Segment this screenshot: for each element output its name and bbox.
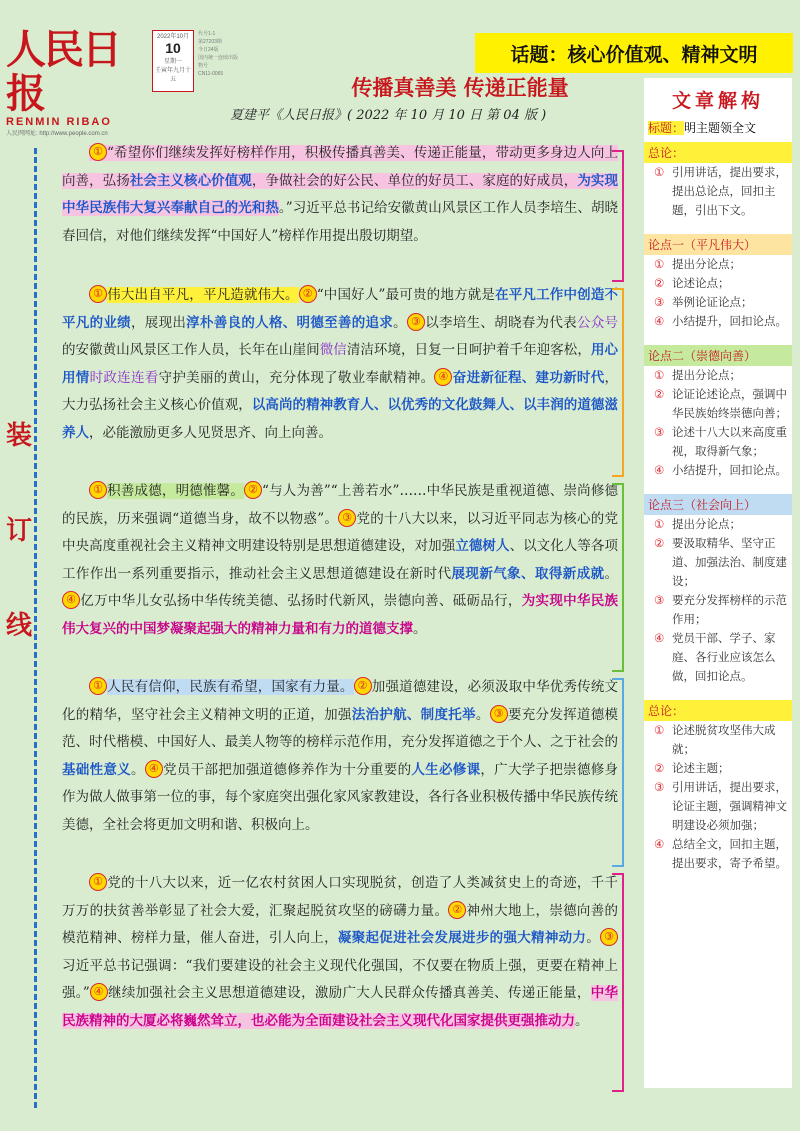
text-span: 以李培生、胡晓春为代表 <box>424 314 577 331</box>
item-text: 引用讲话，提出要求，提出总论点，回扣主题，引出下文。 <box>672 165 787 217</box>
text-span: 的安徽黄山风景区工作人员，长年在山崖间 <box>62 342 320 358</box>
item-text: 论证论述论点，强调中华民族始终崇德向善； <box>672 387 787 420</box>
date-box <box>152 30 194 92</box>
marker-number: ① <box>89 481 107 499</box>
watermark-text: 时政连连看 <box>89 369 159 386</box>
item-number: ① <box>654 257 665 271</box>
item-text: 引用讲话，提出要求，论证主题，强调精神文明建设必须加强； <box>672 780 787 832</box>
newspaper-masthead <box>6 26 136 137</box>
key-phrase: 展现新气象、取得新成就 <box>451 565 605 582</box>
paragraph-1 <box>62 140 618 280</box>
section-head: 论点二（崇德向善） <box>644 345 792 366</box>
masthead-subtitle: RENMIN RIBAO <box>6 116 112 128</box>
section-item <box>648 515 788 534</box>
section-item <box>648 721 788 759</box>
item-number: ① <box>654 723 665 737</box>
item-number: ② <box>654 276 665 290</box>
text-span: ，必能激励更多人见贤思齐、向上向善。 <box>89 424 332 441</box>
marker-number: ① <box>89 285 107 303</box>
key-phrase: 凝聚起促进社会发展进步的强大精神动力 <box>337 930 587 946</box>
section-item <box>648 293 788 312</box>
item-number: ② <box>654 387 665 401</box>
masthead-site: 人民网网址: http://www.people.com.cn <box>6 131 108 137</box>
item-number: ③ <box>654 780 665 794</box>
key-phrase: 人生必修课 <box>411 761 481 778</box>
item-number: ② <box>654 536 665 550</box>
item-text: 总结全文，回扣主题，提出要求，寄予希望。 <box>672 837 787 870</box>
binding-char: 装 <box>6 421 33 451</box>
structure-sidebar <box>644 78 792 1088</box>
issue-info <box>198 30 242 90</box>
item-text: 提出分论点； <box>672 257 741 271</box>
issue-info-line: 第27203期 <box>198 39 222 45</box>
text-span: 、以文化人等各项工作作出一系列重要指示，推动社会主义思想道德建设在新时代 <box>62 538 618 582</box>
item-text: 论述论点； <box>672 276 730 290</box>
paragraph-2 <box>62 282 618 476</box>
issue-info-line: 国内统一连续出版物号 <box>198 55 239 69</box>
marker-number: ④ <box>62 591 80 609</box>
key-phrase: 立德树人 <box>455 538 510 554</box>
item-text: 小结提升，回扣论点。 <box>672 314 787 328</box>
paragraph-5 <box>62 870 618 1035</box>
section-head: 论点一（平凡伟大） <box>644 234 792 255</box>
marker-number: ② <box>354 677 372 695</box>
binding-char: 订 <box>6 516 33 546</box>
text-span: 习近平总书记强调：“我们要建设的社会主义现代化强国，不仅要在物质上强，更要在精神上强。” <box>62 957 618 1001</box>
marker-number: ② <box>244 481 262 499</box>
key-phrase: 在平凡工作中创造不平凡的业绩 <box>62 287 619 331</box>
text-span: “中国好人”最可贵的地方就是 <box>316 287 496 303</box>
masthead-title: 人民日报 <box>6 26 120 117</box>
section-item <box>648 312 788 331</box>
marker-number: ② <box>299 285 317 303</box>
bracket-pink <box>612 150 624 282</box>
item-text: 论述主题； <box>672 761 730 775</box>
item-text: 举例论证论点； <box>672 295 753 309</box>
marker-number: ④ <box>434 368 452 386</box>
marker-number: ① <box>89 143 107 161</box>
key-phrase: 淳朴善良的人格、明德至善的追求 <box>186 314 394 331</box>
marker-number: ④ <box>145 760 163 778</box>
text-span: ，大力弘扬社会主义核心价值观， <box>62 369 619 413</box>
sidebar-title-row <box>648 119 788 136</box>
item-number: ③ <box>654 425 665 439</box>
section-item <box>648 366 788 385</box>
item-number: ④ <box>654 463 665 477</box>
binding-char: 线 <box>6 611 33 641</box>
sidebar-label: 标题： <box>648 121 685 135</box>
text-span: 。 <box>130 761 145 778</box>
item-number: ④ <box>654 314 665 328</box>
section-item <box>648 591 788 629</box>
date-year: 2022年10月 <box>156 34 190 40</box>
key-phrase: 中华民族精神的大厦必将巍然耸立，也必能为全面建设社会主义现代化国家提供更强推动力 <box>62 985 619 1029</box>
paragraph-4 <box>62 674 618 868</box>
marker-number: ③ <box>338 509 356 527</box>
binding-dashed-line <box>34 148 37 1108</box>
section-item <box>648 255 788 274</box>
text-span: 党的十八大以来，近一亿农村贫困人口实现脱贫，创造了人类减贫史上的奇迹，千千万万的扶贫善举彰显了社会大爱，汇聚起脱贫攻坚的磅礴力量。 <box>62 875 618 919</box>
item-text: 党员干部、学子、家庭、各行业应该怎么做，回扣论点。 <box>672 631 776 683</box>
section-head: 总论： <box>644 142 792 163</box>
item-text: 提出分论点； <box>672 368 741 382</box>
bracket-pink-2 <box>612 873 624 1092</box>
item-number: ③ <box>654 295 665 309</box>
key-phrase: 奋进新征程、建功新时代 <box>452 369 605 386</box>
text-span: ，争做社会的好公民、单位的好员工、家庭的好成员， <box>251 172 578 189</box>
section-item <box>648 759 788 778</box>
section-item <box>648 274 788 293</box>
section-item <box>648 835 788 873</box>
bracket-orange <box>612 288 624 477</box>
text-span: ，广大学子把崇德修身作为做人做事第一位的事，每个家庭突出强化家风家教建设，各行各业积极传播中华民族传统美德，全社会将更加文明和谐、积极向上。 <box>62 761 619 833</box>
text-span: 继续加强社会主义思想道德建设，激励广大人民群众传播真善美、传递正能量， <box>107 985 591 1001</box>
key-phrase: 为实现中华民族伟大复兴的中国梦凝聚起强大的精神力量和有力的道德支撑 <box>62 593 619 637</box>
text-span: 党员干部把加强道德修养作为十分重要的 <box>162 761 412 778</box>
issue-info-line: 代号1-1 <box>198 31 216 37</box>
bracket-green <box>612 483 624 672</box>
text-span: 党的十八大以来，以习近平同志为核心的党中央高度重视社会主义精神文明建设特别是思想道德建设，对加强 <box>62 510 619 554</box>
key-phrase: 基础性意义 <box>62 761 131 778</box>
item-number: ④ <box>654 631 665 645</box>
section-item <box>648 778 788 835</box>
item-text: 论述脱贫攻坚伟大成就； <box>672 723 776 756</box>
sidebar-label-text: 明主题领全文 <box>684 121 757 135</box>
marker-number: ③ <box>600 928 618 946</box>
date-lunar: 壬寅年九月十五 <box>154 68 191 83</box>
section-head: 总论： <box>644 700 792 721</box>
text-span: 。 <box>475 706 490 723</box>
section-item <box>648 629 788 686</box>
item-text: 要汲取精华、坚守正道、加强法治、制度建设； <box>672 536 787 588</box>
article-headline: 传播真善美 传递正能量 <box>351 75 569 100</box>
watermark-text: 微信 <box>319 342 347 358</box>
marker-number: ③ <box>407 313 425 331</box>
text-span: 加强道德建设，必须汲取中华优秀传统文化的精华，坚守社会主义精神文明的正道，加强 <box>62 679 619 723</box>
text-span: 要充分发挥道德模范、时代楷模、中国好人、最美人物等的榜样示范作用，充分发挥道德之于个人、之于社会的 <box>62 706 619 750</box>
section-item <box>648 423 788 461</box>
text-span: 神州大地上，崇德向善的模范精神、榜样力量，催人奋进，引人向上， <box>62 902 619 946</box>
sidebar-title: 文章解构 <box>671 90 764 112</box>
item-text: 要充分发挥榜样的示范作用； <box>672 593 787 626</box>
item-number: ③ <box>654 593 665 607</box>
key-phrase: 以高尚的精神教育人、以优秀的文化鼓舞人、以丰润的道德滋养人 <box>62 397 618 441</box>
item-text: 提出分论点； <box>672 517 741 531</box>
issue-info-line: 今日24版 <box>198 47 219 53</box>
item-number: ④ <box>654 837 665 851</box>
text-span: 守护美丽的黄山，充分体现了敬业奉献精神。 <box>158 369 435 386</box>
section-head: 论点三（社会向上） <box>644 494 792 515</box>
article-body <box>62 140 618 1035</box>
key-phrase: 社会主义核心价值观 <box>129 172 252 189</box>
text-span: “希望你们继续发挥好榜样作用，积极传播真善美、传递正能量，带动更多身边人向上向善，弘扬 <box>62 145 618 189</box>
marker-number: ④ <box>90 983 108 1001</box>
issue-info-line: CN11-0065 <box>198 71 224 77</box>
key-phrase: 法治护航、制度托举 <box>351 706 476 723</box>
item-text: 论述十八大以来高度重视，取得新气象； <box>672 425 787 458</box>
text-span: 清洁环境，日复一日呵护着千年迎客松， <box>346 342 591 358</box>
date-day: 10 <box>165 40 181 56</box>
text-span: 。 <box>413 620 427 637</box>
section-item <box>648 163 788 220</box>
bracket-blue <box>612 678 624 867</box>
marker-number: ③ <box>490 705 508 723</box>
text-span: “与人为善”“上善若水”……中华民族是重视道德、崇尚修德的民族，历来强调“道德当身，故不以物惑”。 <box>62 483 619 527</box>
text-span: 。 <box>575 1012 589 1029</box>
item-number: ② <box>654 761 665 775</box>
sub-thesis: 人民有信仰，民族有希望，国家有力量。 <box>107 679 354 695</box>
text-span: 。 <box>586 930 601 946</box>
text-span: 。”习近平总书记给安徽黄山风景区工作人员李培生、胡晓春回信，对他们继续发挥“中国好人”榜样作用提出殷切期望。 <box>62 200 619 244</box>
paragraph-3 <box>62 478 618 672</box>
text-span: 。 <box>393 314 407 331</box>
item-number: ① <box>654 165 665 179</box>
watermark-text: 公众号 <box>576 314 619 331</box>
marker-number: ① <box>89 677 107 695</box>
sub-thesis: 伟大出自平凡，平凡造就伟大。 <box>107 287 299 303</box>
section-item <box>648 461 788 480</box>
topic-banner: 话题：核心价值观、精神文明 <box>475 33 793 73</box>
key-phrase: 用心用情 <box>62 342 618 386</box>
article-byline: 夏建平《人民日报》( 2022 年 10 月 10 日 第 04 版 ) <box>230 108 547 123</box>
key-phrase: 为实现中华民族伟大复兴奉献自己的光和热 <box>62 172 618 216</box>
item-text: 小结提升，回扣论点。 <box>672 463 787 477</box>
text-span: ，展现出 <box>130 314 187 331</box>
section-item <box>648 534 788 591</box>
text-span: 亿万中华儿女弘扬中华传统美德、弘扬时代新风，崇德向善、砥砺品行， <box>80 593 522 609</box>
item-number: ① <box>654 368 665 382</box>
date-weekday: 星期一 <box>163 59 182 65</box>
marker-number: ① <box>89 873 107 891</box>
section-item <box>648 385 788 423</box>
item-number: ① <box>654 517 665 531</box>
sub-thesis: 积善成德，明德惟馨。 <box>107 483 245 499</box>
marker-number: ② <box>448 901 466 919</box>
text-span: 。 <box>604 565 619 582</box>
